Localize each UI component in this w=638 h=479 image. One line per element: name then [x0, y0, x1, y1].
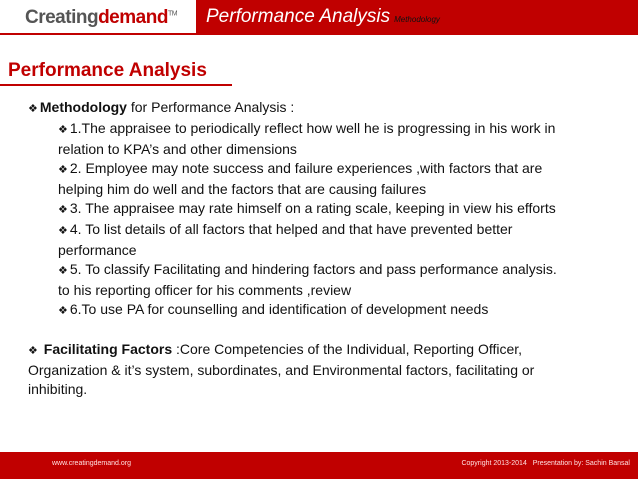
spacer	[28, 321, 632, 340]
footer	[0, 452, 638, 479]
slide-content	[28, 98, 632, 399]
list-item	[58, 300, 632, 321]
methodology-heading	[28, 98, 632, 119]
footer-presenter: Presentation by: Sachin Bansal	[532, 460, 630, 467]
item-2-line-2: helping him do well and the factors that are causing failures	[58, 181, 427, 197]
item-1-line-1: 1.The appraisee to periodically reflect how well he is progressing in his work in	[69, 120, 556, 136]
list-item	[58, 260, 632, 300]
item-3-line-1: 3. The appraisee may rate himself on a rating scale, keeping in view his efforts	[69, 200, 556, 216]
list-item	[58, 220, 632, 260]
item-5-line-2: to his reporting officer for his comments ,review	[58, 282, 352, 298]
list-item	[58, 119, 632, 159]
header-title	[206, 6, 440, 28]
diamond-bullet-icon: ❖	[28, 345, 38, 357]
diamond-bullet-icon: ❖	[58, 225, 68, 237]
logo-text-b: demand	[98, 7, 168, 28]
diamond-bullet-icon: ❖	[58, 204, 68, 216]
logo	[25, 7, 177, 29]
facilitating-factors	[28, 340, 632, 399]
item-5-line-1: 5. To classify Facilitating and hindering factors and pass performance analysis.	[69, 261, 557, 277]
logo-tm: TM	[167, 10, 178, 18]
diamond-bullet-icon: ❖	[58, 265, 68, 277]
facilitating-line-1: :Core Competencies of the Individual, Reporting Officer,	[172, 341, 523, 357]
item-2-line-1: 2. Employee may note success and failure experiences ,with factors that are	[69, 160, 543, 176]
item-4-line-1: 4. To list details of all factors that helped and that have prevented better	[69, 221, 513, 237]
header-band	[196, 0, 638, 33]
page-title: Performance Analysis	[8, 60, 207, 81]
methodology-rest: for Performance Analysis :	[126, 99, 295, 115]
footer-copyright: Copyright 2013-2014	[461, 460, 527, 467]
header-subtitle: Methodology	[394, 15, 440, 24]
header	[0, 0, 638, 42]
header-divider	[0, 33, 638, 35]
facilitating-label: Facilitating Factors	[43, 341, 173, 357]
item-1-line-2: relation to KPA’s and other dimensions	[58, 141, 297, 157]
list-item	[58, 199, 632, 220]
diamond-bullet-icon: ❖	[58, 124, 68, 136]
header-title-text: Performance Analysis	[206, 6, 391, 27]
facilitating-line-3: inhibiting.	[28, 381, 88, 397]
logo-text-a: Creating	[25, 7, 99, 28]
item-6-line-1: 6.To use PA for counselling and identification of development needs	[69, 301, 489, 317]
item-4-line-2: performance	[58, 242, 137, 258]
footer-credits	[461, 460, 630, 467]
footer-website: www.creatingdemand.org	[52, 460, 131, 467]
diamond-bullet-icon: ❖	[58, 305, 68, 317]
methodology-label: Methodology	[39, 99, 127, 115]
diamond-bullet-icon: ❖	[58, 164, 68, 176]
list-item	[58, 159, 632, 199]
title-underline	[0, 84, 232, 86]
diamond-bullet-icon: ❖	[28, 103, 38, 115]
logo-box	[0, 0, 196, 33]
facilitating-line-2: Organization & it’s system, subordinates, and Environmental factors, facilitating or	[28, 362, 535, 378]
